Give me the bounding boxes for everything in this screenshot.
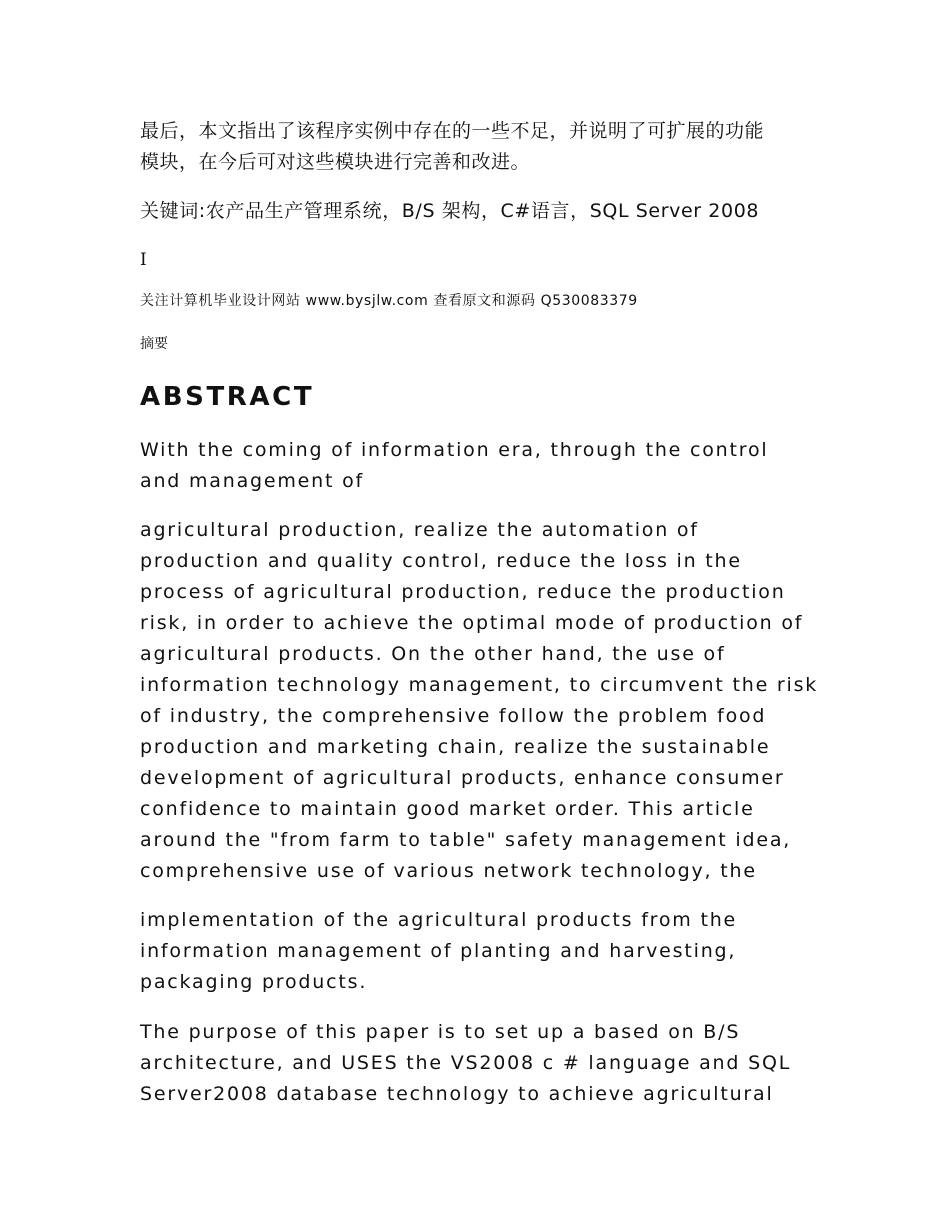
abstract-paragraph: agricultural production, realize the automation of production and quality control, reduce the loss in the process of agricultural production, reduce the production risk, in order to achieve the optimal mode of production of agricultural products. On the other hand, the use of information technology management, to circumvent the risk of industry, the comprehensive follow the problem food production and marketing chain, realize the sustainable development of agricultural products, enhance consumer confidence to maintain good market order. This article around the "from farm to table" safety management idea, comprehensive use of various network technology, the (140, 519, 819, 882)
abstract-paragraph: The purpose of this paper is to set up a based on B/S architecture, and USES the VS2008 c # language and SQL Server2008 database technology to achieve agricultural (140, 1021, 792, 1105)
keywords-line: 关键词:农产品生产管理系统，B/S 架构，C#语言，SQL Server 2008 (140, 200, 760, 222)
abstract-heading: ABSTRACT (140, 382, 315, 412)
cn-closing-paragraph: 最后，本文指出了该程序实例中存在的一些不足，并说明了可扩展的功能 模块，在今后可对这些模块进行完善和改进。 (140, 120, 765, 173)
abstract-paragraph: With the coming of information era, through the control and management of (140, 439, 769, 492)
footer-note: 关注计算机毕业设计网站 www.bysjlw.com 查看原文和源码 Q530083379 (140, 293, 638, 309)
section-label: 摘要 (140, 336, 168, 352)
abstract-paragraph: implementation of the agricultural products from the information management of planting and harvesting, packaging products. (140, 909, 738, 993)
page-number: I (140, 250, 147, 270)
